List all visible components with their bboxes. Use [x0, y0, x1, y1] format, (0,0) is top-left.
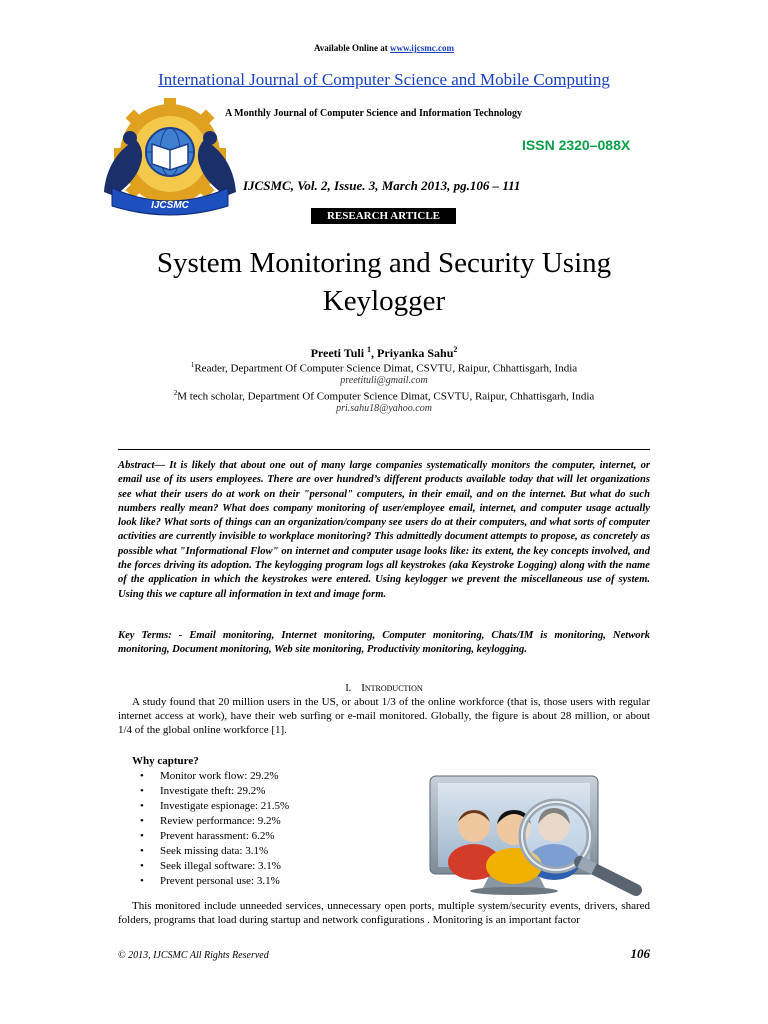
research-article-badge: RESEARCH ARTICLE — [311, 208, 456, 224]
journal-subtitle: A Monthly Journal of Computer Science and Information Technology — [225, 108, 523, 119]
available-online-line — [0, 43, 768, 53]
key-terms: Key Terms: - Email monitoring, Internet monitoring, Computer monitoring, Chats/IM is monitoring, Network monitoring, Document monitoring, Web site monitoring, Productivity monitoring, keylogging. — [118, 630, 650, 655]
list-item: • Seek missing data: 3.1% — [132, 844, 289, 859]
abstract-label: Abstract— — [118, 460, 170, 471]
monitoring-illustration — [428, 766, 650, 896]
authors — [0, 345, 768, 361]
author-1-sup: 1 — [367, 345, 372, 354]
section-heading — [0, 682, 768, 694]
author-2: Priyanka Sahu — [377, 346, 454, 360]
paper-title — [64, 244, 704, 320]
affiliation-2-text: M tech scholar, Department Of Computer Science Dimat, CSVTU, Raipur, Chhattisgarh, India — [177, 390, 595, 403]
paper-title-line-2: Keylogger — [322, 285, 446, 317]
affiliation-2-sup: 2 — [173, 389, 178, 397]
email-1: preetituli@gmail.com — [340, 375, 428, 386]
why-capture-list — [132, 769, 289, 889]
affiliation-1 — [0, 361, 768, 375]
citation: IJCSMC, Vol. 2, Issue. 3, March 2013, pg.106 – 111 — [243, 178, 521, 193]
abstract-text: It is likely that about one out of many large companies systematically monitors the computer, internet, or email use of its users employees. There are over hundred’s different products available today that will let organizations see what their users do at work on their "personal" computers, in their email, and on the internet. But what do such numbers really mean? What does company monitoring of user/employee email, internet, and computer usage actually look like? What sorts of things can an organization/company see users do at their computers, and what sorts of computer activities are currently invisible to workplace monitoring? This admittedly document attempts to propose, as concretely as possible what "Informational Flow" on internet and computer usage looks like: its extent, the key concepts involved, and the forces driving its adoption. The keylogging program logs all keystrokes (aka Keystroke Logging) along with the name of the application in which the keystrokes were entered. Using keylogger we prevent the miscellaneous use of system. Using this we capture all information in text and image form. — [118, 460, 650, 600]
list-item: • Monitor work flow: 29.2% — [132, 769, 289, 784]
logo-ribbon-text: IJCSMC — [151, 200, 189, 211]
affiliation-1-sup: 1 — [190, 361, 195, 369]
email-2: pri.sahu18@yahoo.com — [336, 403, 432, 414]
intro-paragraph: A study found that 20 million users in the US, or about 1/3 of the online workforce (that is, those users with regular internet access at work), have their web surfing or e-mail monitored. Globally, the figure is about 28 million, or about 1/4 of the global online workforce [1]. — [118, 696, 650, 736]
section-number: I. — [345, 683, 352, 694]
issn: ISSN 2320–088X — [522, 137, 631, 153]
journal-title[interactable]: International Journal of Computer Science and Mobile Computing — [158, 70, 610, 89]
paper-title-line-1: System Monitoring and Security Using — [156, 247, 612, 279]
monitoring-paragraph: This monitored include unneeded services, unnecessary open ports, multiple system/security events, drivers, shared folders, programs that load during startup and network configurations . Monitoring is an important factor — [118, 900, 650, 926]
available-online-label: Available Online at — [313, 43, 391, 53]
section-title-initial: I — [361, 682, 365, 694]
list-item: • Prevent personal use: 3.1% — [132, 874, 289, 889]
section-title-rest: NTRODUCTION — [364, 684, 423, 693]
affiliation-1-text: Reader, Department Of Computer Science Dimat, CSVTU, Raipur, Chhattisgarh, India — [194, 362, 578, 375]
journal-website-link[interactable]: www.ijcsmc.com — [390, 43, 455, 53]
copyright: © 2013, IJCSMC All Rights Reserved — [118, 950, 269, 961]
list-item: • Seek illegal software: 3.1% — [132, 859, 289, 874]
list-item: • Review performance: 9.2% — [132, 814, 289, 829]
author-separator: , — [371, 346, 378, 360]
list-item: • Prevent harassment: 6.2% — [132, 829, 289, 844]
why-capture-heading: Why capture? — [132, 755, 199, 767]
list-item: • Investigate espionage: 21.5% — [132, 799, 289, 814]
page-number: 106 — [630, 946, 650, 961]
divider — [118, 449, 650, 450]
author-2-sup: 2 — [453, 345, 458, 354]
abstract — [118, 459, 650, 602]
affiliation-2 — [0, 389, 768, 403]
list-item: • Investigate theft: 29.2% — [132, 784, 289, 799]
author-1: Preeti Tuli — [310, 346, 368, 360]
